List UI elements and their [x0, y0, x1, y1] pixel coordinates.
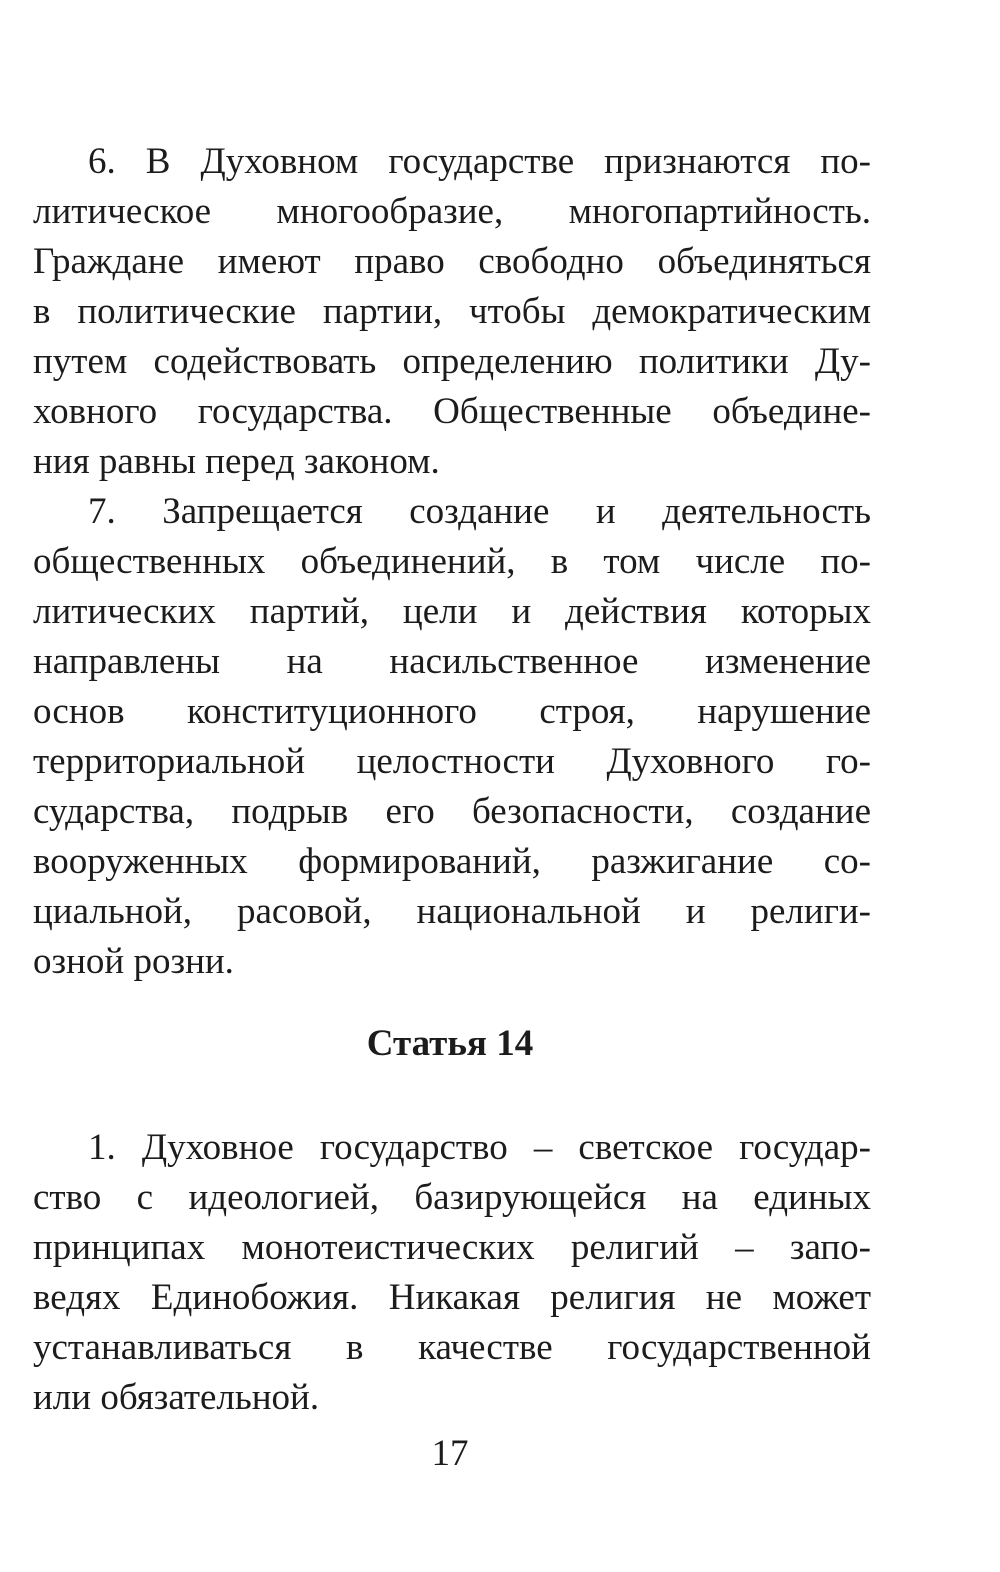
- paragraph-7-line: вооруженных формирований, разжигание со-: [33, 841, 871, 882]
- paragraph-7-line: 7. Запрещается создание и деятельность: [88, 491, 871, 532]
- paragraph-6-line: Граждане имеют право свободно объединяться: [33, 241, 871, 282]
- paragraph-7-line: озной розни.: [33, 941, 234, 982]
- paragraph-7-line: циальной, расовой, национальной и религи-: [33, 891, 871, 932]
- article-paragraph-line: устанавливаться в качестве государственной: [33, 1327, 871, 1368]
- paragraph-6-line: 6. В Духовном государстве признаются по-: [88, 141, 871, 182]
- article-paragraph-line: или обязательной.: [33, 1377, 320, 1418]
- paragraph-7-line: общественных объединений, в том числе по-: [33, 541, 871, 582]
- paragraph-6-line: ховного государства. Общественные объедине-: [33, 391, 871, 432]
- paragraph-7-line: сударства, подрыв его безопасности, создание: [33, 791, 871, 832]
- article-paragraph-line: ведях Единобожия. Никакая религия не может: [33, 1277, 871, 1318]
- paragraph-6-line: ния равны перед законом.: [33, 441, 440, 482]
- article-paragraph-line: принципах монотеистических религий – запо-: [33, 1227, 871, 1268]
- paragraph-6-line: литическое многообразие, многопартийность.: [33, 191, 871, 232]
- paragraph-7-line: основ конституционного строя, нарушение: [33, 691, 871, 732]
- article-heading: Статья 14: [366, 1023, 534, 1064]
- article-paragraph-line: 1. Духовное государство – светское государ-: [88, 1127, 871, 1168]
- paragraph-7-line: литических партий, цели и действия которых: [33, 591, 871, 632]
- article-paragraph-line: ство с идеологией, базирующейся на единых: [33, 1177, 871, 1218]
- paragraph-7-line: территориальной целостности Духовного го-: [33, 741, 871, 782]
- paragraph-6-line: в политические партии, чтобы демократическим: [33, 291, 871, 332]
- page-number: 17: [431, 1433, 469, 1474]
- paragraph-6-line: путем содействовать определению политики Ду-: [33, 341, 871, 382]
- paragraph-7-line: направлены на насильственное изменение: [33, 641, 871, 682]
